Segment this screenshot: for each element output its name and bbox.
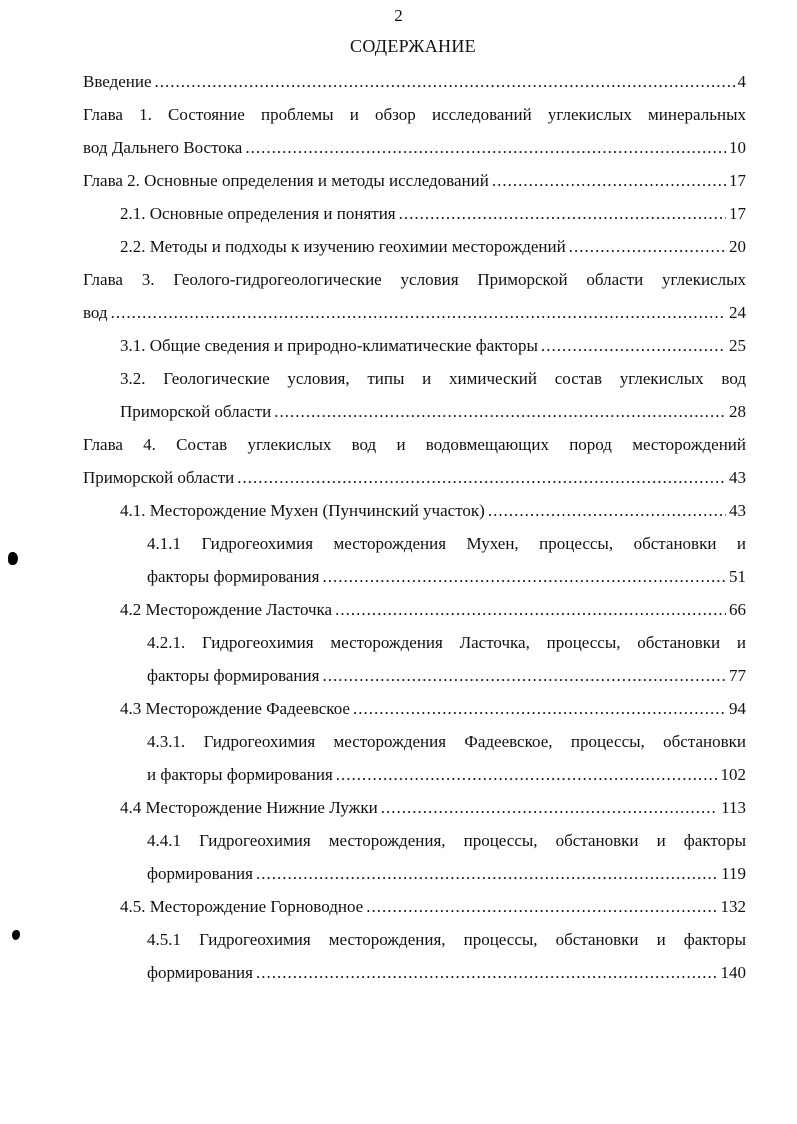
toc-page-number: 28 — [729, 402, 746, 421]
toc-entry-line — [120, 494, 746, 527]
toc-entry-line — [147, 659, 746, 692]
toc-entry-line — [83, 65, 746, 98]
toc-page-number: 102 — [720, 765, 746, 784]
dot-leader — [335, 593, 726, 626]
toc-entry-title: 3.1. Общие сведения и природно-климатические факторы — [120, 336, 538, 355]
dot-leader — [336, 758, 718, 791]
scan-speck — [8, 552, 18, 565]
toc-entry-line — [147, 560, 746, 593]
toc-entry-line — [147, 857, 746, 890]
dot-leader — [256, 956, 718, 989]
toc-entry-heading-line: 4.5.1 Гидрогеохимия месторождения, процессы, обстановки и факторы — [147, 930, 746, 949]
toc-entry-line — [120, 791, 746, 824]
toc-page-number: 66 — [729, 600, 746, 619]
toc-entry-title: формирования — [147, 864, 253, 883]
toc-page-number: 51 — [729, 567, 746, 586]
page-number: 2 — [394, 6, 403, 25]
dot-leader — [488, 494, 726, 527]
toc-page-number: 17 — [729, 171, 746, 190]
toc-entry-title: Приморской области — [83, 468, 235, 487]
toc-entry-title: формирования — [147, 963, 253, 982]
toc-entry-line — [120, 593, 746, 626]
toc-entry-title: 4.3 Месторождение Фадеевское — [120, 699, 350, 718]
toc-entry[interactable] — [83, 362, 746, 428]
toc-entry[interactable] — [83, 494, 746, 527]
toc-entry-title: 4.1. Месторождение Мухен (Пунчинский участок) — [120, 501, 485, 520]
toc-entry-title: Глава 2. Основные определения и методы исследований — [83, 171, 489, 190]
toc-page-number: 10 — [729, 138, 746, 157]
toc-entry-title: Приморской области — [120, 402, 272, 421]
toc-page-number: 43 — [729, 468, 746, 487]
toc-page-number: 77 — [729, 666, 746, 685]
toc-entry-heading-line: Глава 4. Состав углекислых вод и водовмещающих пород месторождений — [83, 435, 746, 454]
table-of-contents — [83, 65, 746, 989]
toc-entry[interactable] — [83, 791, 746, 824]
toc-entry-heading-line: 4.3.1. Гидрогеохимия месторождения Фадеевское, процессы, обстановки — [147, 732, 746, 751]
toc-entry-heading-line: 4.2.1. Гидрогеохимия месторождения Ласточка, процессы, обстановки и — [147, 633, 746, 652]
toc-entry[interactable] — [83, 593, 746, 626]
toc-page-number: 94 — [729, 699, 746, 718]
toc-entry-title: 4.4 Месторождение Нижние Лужки — [120, 798, 378, 817]
toc-page-number: 17 — [729, 204, 746, 223]
toc-page-number: 43 — [729, 501, 746, 520]
dot-leader — [322, 659, 726, 692]
toc-page-number: 25 — [729, 336, 746, 355]
toc-entry[interactable] — [83, 527, 746, 593]
toc-entry-line — [120, 230, 746, 263]
dot-leader — [245, 131, 726, 164]
toc-entry[interactable] — [83, 725, 746, 791]
toc-entry-heading-line: 4.4.1 Гидрогеохимия месторождения, процессы, обстановки и факторы — [147, 831, 746, 850]
toc-entry-line — [83, 164, 746, 197]
toc-page-number: 113 — [721, 798, 746, 817]
toc-entry-line — [147, 956, 746, 989]
dot-leader — [492, 164, 726, 197]
toc-page-number: 20 — [729, 237, 746, 256]
toc-page-number: 140 — [720, 963, 746, 982]
toc-entry-title: и факторы формирования — [147, 765, 333, 784]
toc-entry-line — [120, 329, 746, 362]
scan-speck — [12, 930, 20, 940]
toc-entry-title: Введение — [83, 72, 152, 91]
dot-leader — [381, 791, 718, 824]
toc-entry-title: 2.2. Методы и подходы к изучению геохимии месторождений — [120, 237, 566, 256]
toc-entry-title: 4.5. Месторождение Горноводное — [120, 897, 364, 916]
toc-entry-title: факторы формирования — [147, 666, 320, 685]
dot-leader — [274, 395, 726, 428]
toc-entry-heading-line: 3.2. Геологические условия, типы и химический состав углекислых вод — [120, 369, 746, 388]
toc-entry-heading-line: Глава 3. Геолого-гидрогеологические условия Приморской области углекислых — [83, 270, 746, 289]
dot-leader — [541, 329, 726, 362]
toc-entry-line — [83, 296, 746, 329]
toc-entry-title: факторы формирования — [147, 567, 320, 586]
page-title: СОДЕРЖАНИЕ — [350, 36, 476, 56]
toc-entry-title: 4.2 Месторождение Ласточка — [120, 600, 333, 619]
toc-entry-title: 2.1. Основные определения и понятия — [120, 204, 396, 223]
toc-entry[interactable] — [83, 329, 746, 362]
toc-entry-heading-line: 4.1.1 Гидрогеохимия месторождения Мухен, процессы, обстановки и — [147, 534, 746, 553]
toc-entry-line — [120, 890, 746, 923]
toc-entry[interactable] — [83, 65, 746, 98]
dot-leader — [353, 692, 726, 725]
toc-entry[interactable] — [83, 923, 746, 989]
dot-leader — [322, 560, 726, 593]
toc-entry-line — [120, 395, 746, 428]
toc-entry[interactable] — [83, 692, 746, 725]
dot-leader — [569, 230, 726, 263]
toc-page-number: 119 — [721, 864, 746, 883]
toc-entry-line — [120, 197, 746, 230]
dot-leader — [155, 65, 735, 98]
toc-entry-line — [83, 131, 746, 164]
toc-entry-line — [83, 461, 746, 494]
dot-leader — [399, 197, 726, 230]
toc-entry[interactable] — [83, 626, 746, 692]
toc-entry[interactable] — [83, 197, 746, 230]
toc-entry-heading-line: Глава 1. Состояние проблемы и обзор исследований углекислых минеральных — [83, 105, 746, 124]
dot-leader — [111, 296, 726, 329]
toc-entry-line — [147, 758, 746, 791]
toc-entry[interactable] — [83, 98, 746, 164]
toc-entry[interactable] — [83, 890, 746, 923]
toc-entry-line — [120, 692, 746, 725]
toc-entry-title: вод — [83, 303, 108, 322]
toc-entry[interactable] — [83, 164, 746, 197]
toc-entry[interactable] — [83, 824, 746, 890]
toc-entry[interactable] — [83, 230, 746, 263]
toc-page-number: 24 — [729, 303, 746, 322]
toc-page-number: 4 — [737, 72, 746, 91]
dot-leader — [256, 857, 718, 890]
dot-leader — [237, 461, 726, 494]
dot-leader — [366, 890, 717, 923]
toc-entry-title: вод Дальнего Востока — [83, 138, 243, 157]
toc-page-number: 132 — [720, 897, 746, 916]
toc-entry[interactable] — [83, 428, 746, 494]
toc-entry[interactable] — [83, 263, 746, 329]
